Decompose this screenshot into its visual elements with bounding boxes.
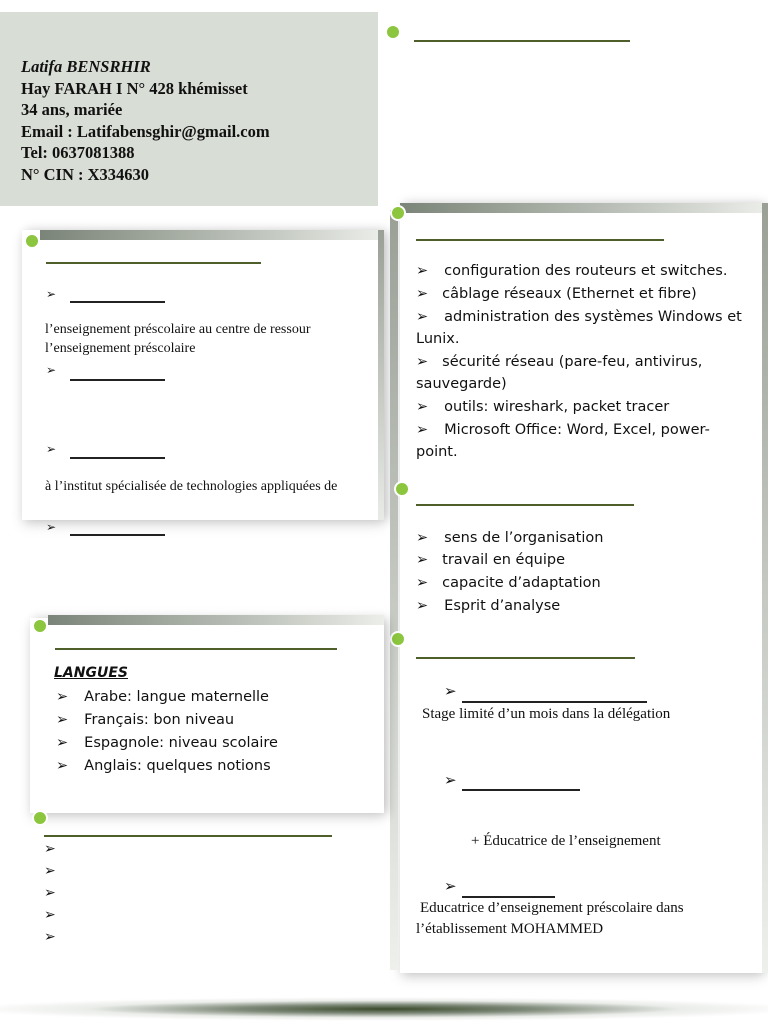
experience-dot: [390, 631, 406, 647]
skill-item: ➢ Microsoft Office: Word, Excel, power-: [416, 422, 710, 438]
languages-heading-line: [55, 648, 337, 650]
formation-entry-4: [46, 520, 56, 534]
skill-item: ➢ câblage réseaux (Ethernet et fibre): [416, 286, 697, 302]
skill-item: ➢ sécurité réseau (pare-feu, antivirus,: [416, 354, 703, 370]
skills-heading-line: [416, 239, 664, 241]
experience-date-line: [462, 789, 580, 791]
formation-text-2: l’enseignement préscolaire: [45, 341, 196, 356]
language-item: ➢ Arabe: langue maternelle: [56, 689, 269, 705]
bullet-icon: ➢: [46, 287, 57, 301]
bullet-icon: ➢: [44, 907, 56, 923]
formation-text-1: l’enseignement préscolaire au centre de ressour: [45, 322, 311, 337]
bullet-icon: ➢: [416, 309, 429, 325]
language-item: ➢ Espagnole: niveau scolaire: [56, 735, 278, 751]
formation-card-rightbar: [378, 230, 384, 520]
experience-heading-line: [416, 657, 635, 659]
bullet-icon: ➢: [44, 885, 56, 901]
formation-card: [22, 230, 384, 520]
formation-entry-3: [46, 442, 56, 456]
hobbies-list: [44, 838, 56, 948]
quality-item: ➢ sens de l’organisation: [416, 530, 604, 546]
contact-email[interactable]: Email : Latifabensghir@gmail.com: [21, 121, 270, 141]
contact-address: Hay FARAH I N° 428 khémisset: [21, 78, 248, 98]
bullet-icon: ➢: [56, 712, 69, 728]
bullet-icon: ➢: [46, 442, 57, 456]
bullet-icon: ➢: [56, 689, 69, 705]
quality-item: ➢ capacite d’adaptation: [416, 575, 601, 591]
section-heading-line: [414, 40, 630, 42]
skills-dot: [390, 205, 406, 221]
bullet-icon: ➢: [444, 682, 457, 700]
formation-entry-1: [46, 287, 56, 301]
bullet-icon: ➢: [46, 363, 57, 377]
skill-item-cont: sauvegarde): [416, 376, 507, 392]
language-item: ➢ Anglais: quelques notions: [56, 758, 271, 774]
right-card-topbar: [400, 203, 768, 213]
bullet-icon: ➢: [444, 877, 457, 895]
formation-date-line: [70, 457, 165, 459]
section-dot: [385, 24, 401, 40]
right-card-leftbar: [390, 210, 398, 970]
bullet-icon: ➢: [44, 841, 56, 857]
experience-date-line: [462, 701, 647, 703]
experience-educatrice: + Éducatrice de l’enseignement: [471, 833, 661, 849]
languages-heading: LANGUES: [54, 665, 128, 681]
qualities-dot: [394, 481, 410, 497]
contact-phone: Tel: 0637081388: [21, 143, 135, 162]
experience-entry-2: [444, 771, 457, 789]
contact-header: [0, 12, 378, 206]
bullet-icon: ➢: [416, 575, 429, 591]
hobbies-heading-line: [44, 835, 332, 837]
formation-dot: [24, 233, 40, 249]
formation-date-line: [70, 379, 165, 381]
contact-cin: N° CIN : X334630: [21, 164, 150, 184]
quality-item: ➢ travail en équipe: [416, 552, 566, 568]
bullet-icon: ➢: [44, 863, 56, 879]
bullet-icon: ➢: [416, 286, 429, 302]
experience-entry-1: [444, 682, 457, 700]
bullet-icon: ➢: [416, 354, 429, 370]
formation-date-line: [70, 534, 165, 536]
skill-item-cont: point.: [416, 444, 458, 460]
bullet-icon: ➢: [44, 929, 56, 945]
formation-card-topbar: [40, 230, 384, 240]
skill-item: ➢ outils: wireshark, packet tracer: [416, 399, 670, 415]
language-item: ➢ Français: bon niveau: [56, 712, 235, 728]
bullet-icon: ➢: [416, 598, 429, 614]
bullet-icon: ➢: [444, 771, 457, 789]
contact-age-status: 34 ans, mariée: [21, 100, 123, 119]
formation-heading-line: [46, 262, 261, 264]
experience-entry-3: [444, 877, 457, 895]
experience-stage: Stage limité d’un mois dans la délégation: [422, 706, 671, 722]
bullet-icon: ➢: [416, 530, 429, 546]
right-card-rightbar: [762, 203, 768, 973]
skill-item: ➢ configuration des routeurs et switches.: [416, 263, 728, 279]
bullet-icon: ➢: [416, 422, 429, 438]
hobbies-dot: [32, 810, 48, 826]
qualities-heading-line: [416, 504, 634, 506]
languages-card-topbar: [48, 615, 384, 625]
quality-item: ➢ Esprit d’analyse: [416, 598, 561, 614]
bullet-icon: ➢: [416, 399, 429, 415]
bullet-icon: ➢: [416, 552, 429, 568]
bullet-icon: ➢: [416, 263, 429, 279]
languages-dot: [32, 618, 48, 634]
experience-date-line: [462, 896, 555, 898]
bullet-icon: ➢: [56, 758, 69, 774]
formation-entry-2: [46, 363, 56, 377]
footer-decoration: [0, 985, 768, 1025]
experience-etab-1: Educatrice d’enseignement préscolaire dans: [420, 900, 684, 916]
skill-item: ➢ administration des systèmes Windows et: [416, 309, 742, 325]
formation-text-3: à l’institut spécialisée de technologies appliquées de: [45, 479, 338, 494]
contact-name: Latifa BENSRHIR: [21, 57, 151, 76]
formation-date-line: [70, 301, 165, 303]
bullet-icon: ➢: [46, 520, 57, 534]
bullet-icon: ➢: [56, 735, 69, 751]
experience-etab-2: l’établissement MOHAMMED: [416, 921, 604, 937]
skill-item-cont: Lunix.: [416, 331, 460, 347]
